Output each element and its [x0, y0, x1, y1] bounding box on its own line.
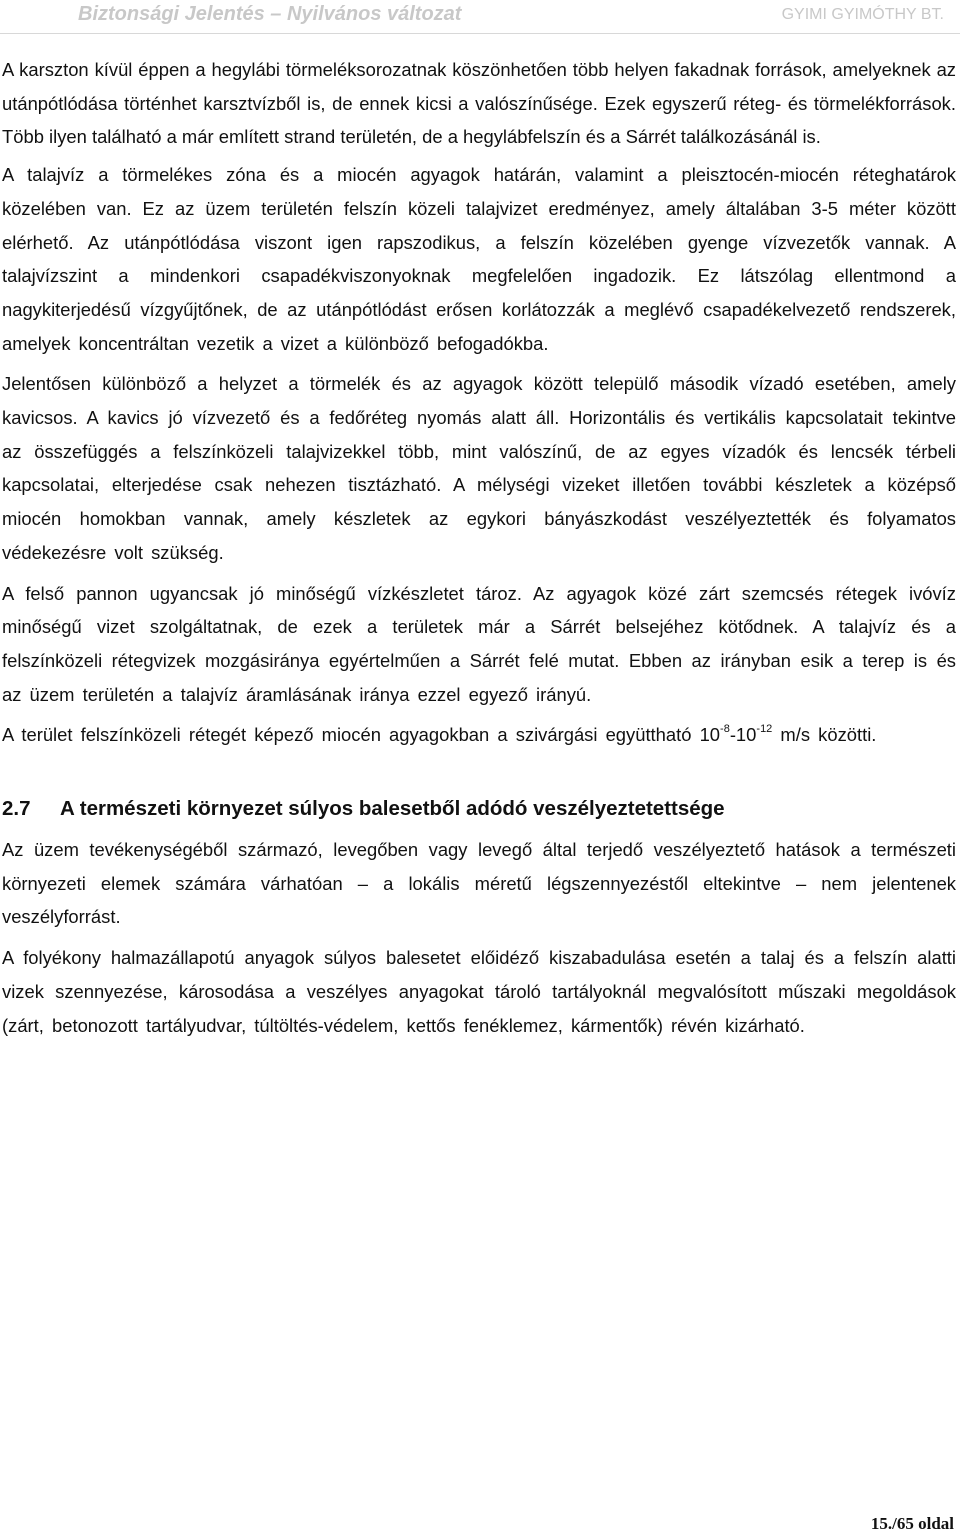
paragraph-permeability [2, 718, 956, 752]
page-number: 15./65 oldal [870, 1514, 954, 1533]
header-divider [0, 33, 960, 34]
document-body [2, 53, 956, 1042]
permeability-text: A terület felszínközeli rétegét képező miocén agyagokban a szivárgási együttható 10 [2, 724, 721, 746]
section-heading [2, 792, 956, 826]
exponent-2: -12 [756, 723, 773, 736]
paragraph-groundwater: A talajvíz a törmelékes zóna és a miocén agyagok határán, valamint a pleisztocén-miocén réteghatárok közelében van. Ez az üzem területén felszín közeli talajvizet eredményez, amely általában 3-5 méter között elérhető. Az utánpótlódása viszont igen rapszodikus, a felszín közelében gyenge vízvezetők vannak. A talajvízszint a mindenkori csapadékviszonyoknak megfelelően ingadozik. Ez látszólag ellentmond a nagykiterjedésű vízgyűjtőnek, de az utánpótlódást erősen korlátozzák a meglévő csapadékelvezető rendszerek, amelyek koncentráltan vezetik a vizet a különböző befogadókba. [2, 164, 956, 354]
paragraph-liquid-release: A folyékony halmazállapotú anyagok súlyos balesetet előidéző kiszabadulása esetén a talaj és a felszín alatti vizek szennyezése, károsodása a veszélyes anyagokat tároló tartályoknál megvalósított műszaki megoldások (zárt, betonozott tartályudvar, túltöltés-védelem, kettős fenéklemez, kármentők) révén kizárható. [2, 947, 956, 1036]
paragraph-air-hazards: Az üzem tevékenységéből származó, levegőben vagy levegő által terjedő veszélyeztető hatások a természeti környezeti elemek számára várhatóan – a lokális méretű légszennyezéstől eltekintve – nem jelentenek veszélyforrást. [2, 839, 956, 928]
page-header [0, 0, 960, 32]
company-name: GYIMI GYIMÓTHY BT. [781, 6, 944, 23]
permeability-unit: m/s közötti. [772, 724, 877, 746]
permeability-range: -10 [729, 724, 757, 746]
paragraph-second-aquifer: Jelentősen különböző a helyzet a törmelék és az agyagok között települő második vízadó esetében, amely kavicsos. A kavics jó vízvezető és a fedőréteg nyomás alatt áll. Horizontális és vertikális kapcsolatait tekintve az összefüggés a felszínközeli talajvizekkel több, mint valószínű, de az egyes vízadók és lencsék térbeli kapcsolatai, elterjedése csak nehezen tisztázható. A mélységi vizeket illetően további készletek a középső miocén homokban vannak, amely készletek az egykori bányászkodást veszélyeztették és folyamatos védekezésre volt szükség. [2, 373, 956, 563]
section-number: 2.7 [2, 797, 31, 821]
paragraph-karst-springs: A karszton kívül éppen a hegylábi törmeléksorozatnak köszönhetően több helyen fakadnak források, amelyeknek az utánpótlódása történhet karsztvízből is, de ennek kicsi a valószínűsége. Ezek egyszerű réteg- és törmelékforrások. Több ilyen található a már említett strand területén, de a hegylábfelszín és a Sárrét találkozásánál is. [2, 59, 956, 148]
document-title: Biztonsági Jelentés – Nyilvános változat [78, 3, 462, 25]
section-title: A természeti környezet súlyos balesetből adódó veszélyeztetettsége [60, 797, 725, 821]
paragraph-upper-pannonian: A felső pannon ugyancsak jó minőségű vízkészletet tároz. Az agyagok közé zárt szemcsés rétegek ivóvíz minőségű vizet szolgáltatnak, de ezek a területek már a Sárrét belsejéhez kötődnek. A talajvíz és a felszínközeli rétegvizek mozgásiránya egyértelműen a Sárrét felé mutat. Ebben az irányban esik a terep is és az üzem területén a talajvíz áramlásának iránya ezzel egyező irányú. [2, 582, 956, 705]
exponent-1: -8 [720, 723, 730, 736]
